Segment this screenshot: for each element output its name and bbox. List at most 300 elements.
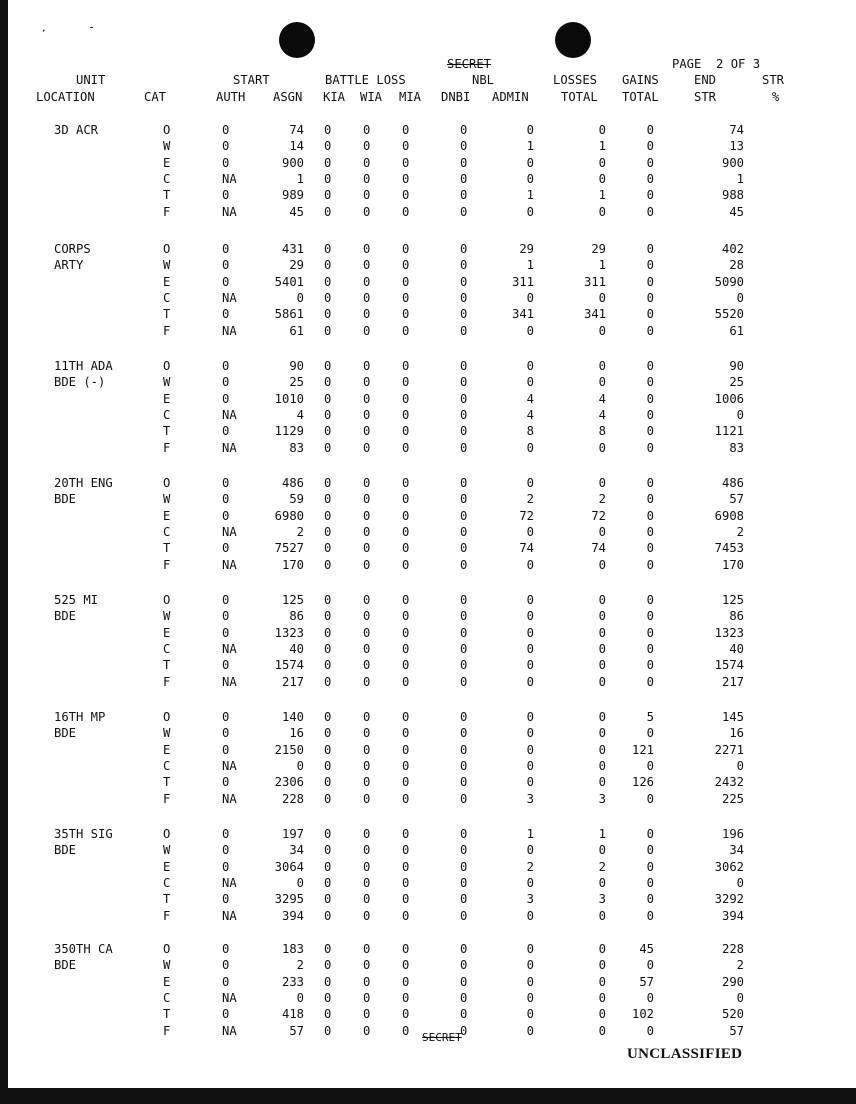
col-header-start: START — [233, 73, 270, 87]
cell-dnbi: 0 — [460, 908, 468, 923]
unit-location-label: BDE — [54, 492, 77, 507]
cell-asgn: 0 — [296, 990, 304, 1005]
cell-auth: NA — [222, 1023, 237, 1038]
cell-mia: 0 — [402, 974, 410, 989]
cell-end-str: 520 — [721, 1007, 744, 1022]
cell-losses-total: 0 — [598, 710, 606, 724]
cell-wia: 0 — [363, 123, 371, 137]
cell-losses-total: 0 — [598, 674, 606, 689]
cell-asgn: 4 — [296, 407, 304, 422]
cell-kia: 0 — [324, 658, 332, 673]
cell-cat: E — [163, 974, 171, 989]
cell-auth: NA — [222, 557, 237, 572]
cell-gains-total: 0 — [646, 990, 654, 1005]
cell-mia: 0 — [402, 557, 410, 572]
cell-dnbi: 0 — [460, 658, 468, 673]
cell-auth: 0 — [222, 155, 230, 170]
cell-end-str: 1006 — [714, 391, 744, 406]
cell-dnbi: 0 — [460, 827, 468, 841]
cell-losses-total: 0 — [598, 658, 606, 673]
cell-auth: 0 — [222, 742, 230, 757]
unit-location-label: BDE — [54, 843, 77, 858]
unit-location-label: 350TH CA — [54, 942, 113, 956]
cell-losses-total: 0 — [598, 875, 606, 890]
cell-admin: 3 — [526, 892, 534, 907]
cell-admin: 4 — [526, 407, 534, 422]
cell-kia: 0 — [324, 258, 332, 273]
cell-cat: F — [163, 908, 171, 923]
cell-kia: 0 — [324, 726, 332, 741]
cell-mia: 0 — [402, 674, 410, 689]
cell-mia: 0 — [402, 958, 410, 973]
cell-dnbi: 0 — [460, 258, 468, 273]
cell-kia: 0 — [324, 875, 332, 890]
cell-wia: 0 — [363, 875, 371, 890]
cell-losses-total: 0 — [598, 942, 606, 956]
table-row — [0, 440, 856, 456]
cell-dnbi: 0 — [460, 323, 468, 338]
cell-gains-total: 0 — [646, 593, 654, 607]
cell-admin: 3 — [526, 791, 534, 806]
cell-end-str: 5520 — [714, 307, 744, 322]
cell-auth: 0 — [222, 1007, 230, 1022]
cell-losses-total: 0 — [598, 974, 606, 989]
cell-cat: C — [163, 171, 171, 186]
cell-auth: NA — [222, 990, 237, 1005]
cell-end-str: 900 — [721, 155, 744, 170]
punch-hole-right — [555, 22, 591, 58]
table-row — [0, 358, 856, 374]
cell-mia: 0 — [402, 908, 410, 923]
cell-kia: 0 — [324, 593, 332, 607]
cell-auth: 0 — [222, 593, 230, 607]
cell-asgn: 5861 — [274, 307, 304, 322]
cell-gains-total: 0 — [646, 258, 654, 273]
cell-dnbi: 0 — [460, 710, 468, 724]
unit-location-label: 3D ACR — [54, 123, 99, 137]
cell-losses-total: 0 — [598, 843, 606, 858]
cell-dnbi: 0 — [460, 990, 468, 1005]
cell-wia: 0 — [363, 843, 371, 858]
cell-losses-total: 1 — [598, 827, 606, 841]
page-number: PAGE 2 OF 3 — [672, 57, 761, 71]
cell-admin: 0 — [526, 658, 534, 673]
cell-auth: 0 — [222, 476, 230, 490]
cell-end-str: 40 — [729, 641, 744, 656]
cell-dnbi: 0 — [460, 524, 468, 539]
cell-cat: W — [163, 843, 171, 858]
cell-losses-total: 8 — [598, 424, 606, 439]
cell-gains-total: 0 — [646, 674, 654, 689]
col-header-gains: GAINS — [622, 73, 659, 87]
table-row — [0, 826, 856, 842]
cell-wia: 0 — [363, 274, 371, 289]
table-row — [0, 204, 856, 220]
cell-end-str: 25 — [729, 375, 744, 390]
cell-kia: 0 — [324, 942, 332, 956]
cell-asgn: 0 — [296, 290, 304, 305]
cell-losses-total: 3 — [598, 791, 606, 806]
cell-cat: C — [163, 290, 171, 305]
cell-wia: 0 — [363, 1023, 371, 1038]
table-row — [0, 990, 856, 1006]
cell-wia: 0 — [363, 990, 371, 1005]
cell-auth: NA — [222, 440, 237, 455]
cell-cat: E — [163, 274, 171, 289]
cell-gains-total: 0 — [646, 307, 654, 322]
cell-mia: 0 — [402, 391, 410, 406]
table-row — [0, 508, 856, 524]
cell-admin: 0 — [526, 758, 534, 773]
cell-kia: 0 — [324, 827, 332, 841]
cell-kia: 0 — [324, 508, 332, 523]
cell-asgn: 2150 — [274, 742, 304, 757]
cell-cat: F — [163, 791, 171, 806]
cell-losses-total: 0 — [598, 641, 606, 656]
cell-wia: 0 — [363, 155, 371, 170]
unclassified-marking: UNCLASSIFIED — [627, 1046, 743, 1062]
cell-cat: O — [163, 359, 171, 373]
cell-admin: 0 — [526, 958, 534, 973]
cell-gains-total: 0 — [646, 139, 654, 154]
cell-auth: 0 — [222, 541, 230, 556]
cell-gains-total: 0 — [646, 958, 654, 973]
cell-wia: 0 — [363, 557, 371, 572]
cell-kia: 0 — [324, 674, 332, 689]
table-row — [0, 957, 856, 973]
cell-dnbi: 0 — [460, 508, 468, 523]
table-row — [0, 138, 856, 154]
cell-end-str: 170 — [721, 557, 744, 572]
cell-cat: T — [163, 541, 171, 556]
table-row — [0, 908, 856, 924]
cell-gains-total: 0 — [646, 155, 654, 170]
cell-gains-total: 0 — [646, 625, 654, 640]
cell-cat: T — [163, 892, 171, 907]
cell-gains-total: 0 — [646, 407, 654, 422]
cell-losses-total: 1 — [598, 258, 606, 273]
cell-mia: 0 — [402, 171, 410, 186]
cell-dnbi: 0 — [460, 674, 468, 689]
cell-losses-total: 4 — [598, 391, 606, 406]
cell-mia: 0 — [402, 827, 410, 841]
cell-auth: 0 — [222, 827, 230, 841]
cell-mia: 0 — [402, 658, 410, 673]
cell-kia: 0 — [324, 775, 332, 790]
cell-losses-total: 0 — [598, 908, 606, 923]
cell-kia: 0 — [324, 609, 332, 624]
cell-losses-total: 0 — [598, 290, 606, 305]
table-row — [0, 171, 856, 187]
cell-mia: 0 — [402, 188, 410, 203]
cell-asgn: 989 — [281, 188, 304, 203]
cell-dnbi: 0 — [460, 892, 468, 907]
cell-cat: C — [163, 990, 171, 1005]
cell-kia: 0 — [324, 424, 332, 439]
cell-losses-total: 0 — [598, 440, 606, 455]
cell-auth: 0 — [222, 139, 230, 154]
cell-mia: 0 — [402, 1023, 410, 1038]
table-row — [0, 774, 856, 790]
cell-auth: 0 — [222, 625, 230, 640]
cell-auth: 0 — [222, 188, 230, 203]
cell-asgn: 394 — [281, 908, 304, 923]
table-row — [0, 608, 856, 624]
cell-admin: 0 — [526, 155, 534, 170]
cell-cat: T — [163, 658, 171, 673]
table-row — [0, 641, 856, 657]
cell-mia: 0 — [402, 609, 410, 624]
cell-losses-total: 0 — [598, 171, 606, 186]
cell-wia: 0 — [363, 139, 371, 154]
cell-mia: 0 — [402, 892, 410, 907]
col-header-battle-loss: BATTLE LOSS — [325, 73, 406, 87]
cell-losses-total: 341 — [583, 307, 606, 322]
cell-kia: 0 — [324, 557, 332, 572]
cell-kia: 0 — [324, 123, 332, 137]
cell-gains-total: 0 — [646, 359, 654, 373]
cell-dnbi: 0 — [460, 242, 468, 256]
cell-asgn: 83 — [289, 440, 304, 455]
cell-wia: 0 — [363, 641, 371, 656]
cell-kia: 0 — [324, 908, 332, 923]
table-row — [0, 891, 856, 907]
cell-asgn: 86 — [289, 609, 304, 624]
cell-gains-total: 0 — [646, 323, 654, 338]
cell-admin: 0 — [526, 726, 534, 741]
cell-admin: 0 — [526, 1023, 534, 1038]
cell-end-str: 394 — [721, 908, 744, 923]
cell-admin: 0 — [526, 674, 534, 689]
cell-losses-total: 1 — [598, 139, 606, 154]
cell-dnbi: 0 — [460, 274, 468, 289]
cell-auth: NA — [222, 171, 237, 186]
cell-auth: NA — [222, 791, 237, 806]
cell-asgn: 16 — [289, 726, 304, 741]
cell-losses-total: 0 — [598, 775, 606, 790]
cell-auth: 0 — [222, 359, 230, 373]
cell-admin: 4 — [526, 391, 534, 406]
cell-dnbi: 0 — [460, 155, 468, 170]
cell-admin: 0 — [526, 123, 534, 137]
cell-mia: 0 — [402, 476, 410, 490]
cell-losses-total: 0 — [598, 557, 606, 572]
cell-gains-total: 0 — [646, 476, 654, 490]
cell-gains-total: 0 — [646, 242, 654, 256]
cell-gains-total: 0 — [646, 375, 654, 390]
cell-mia: 0 — [402, 274, 410, 289]
unit-location-label: CORPS — [54, 242, 91, 256]
cell-admin: 0 — [526, 290, 534, 305]
cell-gains-total: 0 — [646, 908, 654, 923]
cell-mia: 0 — [402, 492, 410, 507]
table-row — [0, 306, 856, 322]
punch-hole-left — [279, 22, 315, 58]
cell-end-str: 486 — [721, 476, 744, 490]
cell-end-str: 0 — [736, 758, 744, 773]
cell-admin: 0 — [526, 440, 534, 455]
cell-cat: T — [163, 775, 171, 790]
cell-kia: 0 — [324, 492, 332, 507]
cell-losses-total: 2 — [598, 492, 606, 507]
cell-kia: 0 — [324, 139, 332, 154]
cell-dnbi: 0 — [460, 541, 468, 556]
cell-losses-total: 311 — [583, 274, 606, 289]
cell-losses-total: 0 — [598, 323, 606, 338]
cell-wia: 0 — [363, 407, 371, 422]
cell-end-str: 16 — [729, 726, 744, 741]
col-header-kia: KIA — [323, 90, 346, 104]
cell-cat: E — [163, 625, 171, 640]
cell-losses-total: 3 — [598, 892, 606, 907]
cell-dnbi: 0 — [460, 1023, 468, 1038]
cell-gains-total: 0 — [646, 843, 654, 858]
cell-end-str: 86 — [729, 609, 744, 624]
cell-auth: NA — [222, 875, 237, 890]
cell-mia: 0 — [402, 524, 410, 539]
table-row — [0, 374, 856, 390]
cell-losses-total: 0 — [598, 758, 606, 773]
table-row — [0, 742, 856, 758]
cell-losses-total: 0 — [598, 155, 606, 170]
table-row — [0, 122, 856, 138]
cell-end-str: 125 — [721, 593, 744, 607]
scan-speck: · — [40, 24, 48, 38]
cell-gains-total: 0 — [646, 440, 654, 455]
cell-cat: W — [163, 139, 171, 154]
table-row — [0, 323, 856, 339]
cell-losses-total: 0 — [598, 625, 606, 640]
cell-wia: 0 — [363, 593, 371, 607]
cell-kia: 0 — [324, 958, 332, 973]
cell-cat: W — [163, 258, 171, 273]
cell-kia: 0 — [324, 1023, 332, 1038]
cell-admin: 0 — [526, 476, 534, 490]
cell-wia: 0 — [363, 758, 371, 773]
cell-dnbi: 0 — [460, 391, 468, 406]
cell-auth: 0 — [222, 843, 230, 858]
cell-kia: 0 — [324, 1007, 332, 1022]
cell-kia: 0 — [324, 407, 332, 422]
cell-losses-total: 4 — [598, 407, 606, 422]
cell-wia: 0 — [363, 323, 371, 338]
cell-gains-total: 0 — [646, 827, 654, 841]
cell-mia: 0 — [402, 641, 410, 656]
cell-end-str: 145 — [721, 710, 744, 724]
cell-kia: 0 — [324, 892, 332, 907]
cell-mia: 0 — [402, 375, 410, 390]
cell-gains-total: 0 — [646, 188, 654, 203]
cell-mia: 0 — [402, 726, 410, 741]
cell-mia: 0 — [402, 290, 410, 305]
table-row — [0, 875, 856, 891]
unit-location-label: BDE — [54, 958, 77, 973]
table-row — [0, 391, 856, 407]
cell-gains-total: 0 — [646, 726, 654, 741]
cell-mia: 0 — [402, 424, 410, 439]
cell-dnbi: 0 — [460, 476, 468, 490]
cell-dnbi: 0 — [460, 407, 468, 422]
cell-gains-total: 0 — [646, 892, 654, 907]
cell-wia: 0 — [363, 1007, 371, 1022]
cell-admin: 0 — [526, 323, 534, 338]
cell-kia: 0 — [324, 859, 332, 874]
cell-kia: 0 — [324, 742, 332, 757]
cell-dnbi: 0 — [460, 775, 468, 790]
cell-end-str: 196 — [721, 827, 744, 841]
cell-auth: NA — [222, 641, 237, 656]
table-row — [0, 241, 856, 257]
cell-end-str: 90 — [729, 359, 744, 373]
cell-end-str: 34 — [729, 843, 744, 858]
cell-cat: O — [163, 942, 171, 956]
cell-kia: 0 — [324, 171, 332, 186]
table-row — [0, 257, 856, 273]
cell-auth: 0 — [222, 391, 230, 406]
cell-mia: 0 — [402, 742, 410, 757]
table-row — [0, 625, 856, 641]
cell-gains-total: 0 — [646, 524, 654, 539]
cell-mia: 0 — [402, 440, 410, 455]
cell-mia: 0 — [402, 875, 410, 890]
cell-kia: 0 — [324, 307, 332, 322]
cell-wia: 0 — [363, 658, 371, 673]
cell-wia: 0 — [363, 892, 371, 907]
cell-auth: 0 — [222, 492, 230, 507]
cell-wia: 0 — [363, 492, 371, 507]
cell-admin: 0 — [526, 204, 534, 219]
cell-wia: 0 — [363, 476, 371, 490]
cell-admin: 0 — [526, 171, 534, 186]
cell-losses-total: 1 — [598, 188, 606, 203]
cell-wia: 0 — [363, 710, 371, 724]
cell-end-str: 2 — [736, 524, 744, 539]
cell-auth: NA — [222, 674, 237, 689]
cell-kia: 0 — [324, 440, 332, 455]
cell-cat: O — [163, 710, 171, 724]
cell-auth: 0 — [222, 892, 230, 907]
cell-gains-total: 0 — [646, 274, 654, 289]
cell-asgn: 74 — [289, 123, 304, 137]
cell-wia: 0 — [363, 942, 371, 956]
cell-wia: 0 — [363, 171, 371, 186]
cell-auth: 0 — [222, 710, 230, 724]
cell-admin: 0 — [526, 990, 534, 1005]
cell-end-str: 13 — [729, 139, 744, 154]
cell-asgn: 1323 — [274, 625, 304, 640]
cell-auth: 0 — [222, 658, 230, 673]
unit-location-label: 20TH ENG — [54, 476, 113, 490]
cell-end-str: 2 — [736, 958, 744, 973]
cell-auth: 0 — [222, 859, 230, 874]
cell-admin: 1 — [526, 139, 534, 154]
cell-kia: 0 — [324, 524, 332, 539]
cell-end-str: 0 — [736, 407, 744, 422]
cell-auth: NA — [222, 407, 237, 422]
cell-asgn: 5401 — [274, 274, 304, 289]
cell-asgn: 183 — [281, 942, 304, 956]
cell-wia: 0 — [363, 827, 371, 841]
cell-auth: 0 — [222, 375, 230, 390]
cell-dnbi: 0 — [460, 859, 468, 874]
cell-asgn: 61 — [289, 323, 304, 338]
cell-losses-total: 0 — [598, 958, 606, 973]
cell-losses-total: 0 — [598, 742, 606, 757]
cell-asgn: 2 — [296, 958, 304, 973]
table-row — [0, 974, 856, 990]
cell-asgn: 14 — [289, 139, 304, 154]
col-header-end-str: STR — [694, 90, 717, 104]
